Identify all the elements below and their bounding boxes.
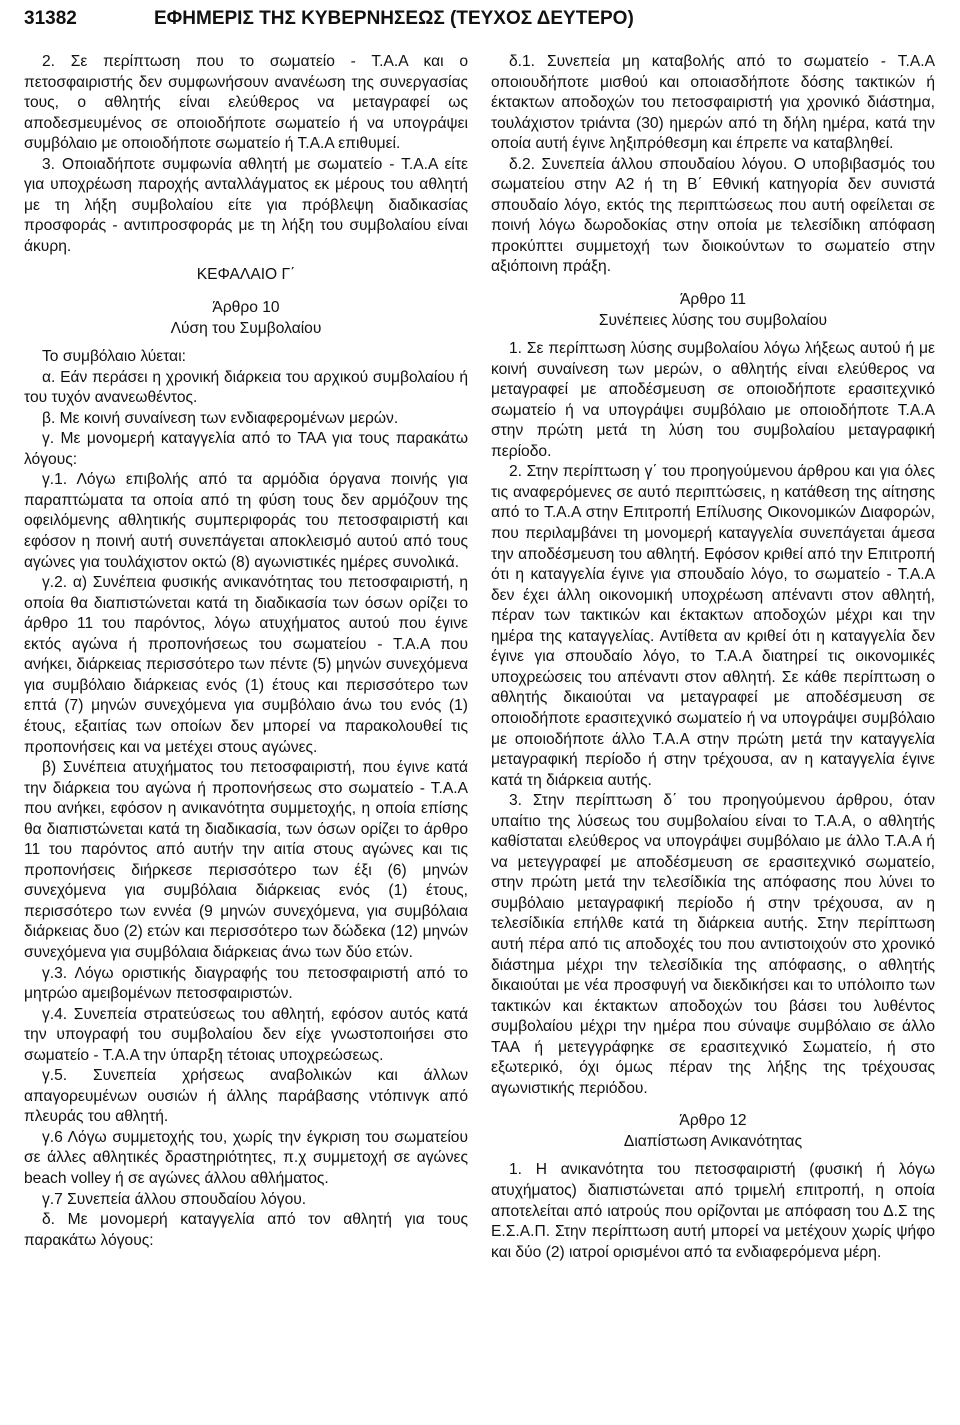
page-header: [24, 2, 944, 36]
article-title: Συνέπειες λύσης του συμβολαίου: [598, 311, 828, 329]
article-title: Διαπίστωση Ανικανότητας: [623, 1132, 803, 1150]
chapter-heading: ΚΕΦΑΛΑΙΟ Γ΄: [196, 266, 296, 284]
paragraph: 1. Η ανικανότητα του πετοσφαιριστή (φυσική ή λόγω ατυχήματος) διαπιστώνεται από τριμελή επιτροπή, η οποία αποτελείται από ιατρούς που ορίζονται με απόφαση του Δ.Σ της Ε.Σ.Α.Π. Στην περίπτωση αυτή μπορεί να μετέχουν χωρίς ψήφο και δύο (2) ιατροί ορισμένοι από τα ενδιαφερόμενα μέρη.: [491, 1161, 935, 1261]
paragraph: β) Συνέπεια ατυχήματος του πετοσφαιριστή, που έγινε κατά την διάρκεια του αγώνα ή προπονήσεως στο σωματείο - Τ.Α.Α που ανήκει, εφόσον η ανικανότητα συμμετοχής, η οποία επίσης θα διαπιστώνεται κατά τη διαδικασία, των όσων ορίζει το άρθρο 11 του παρόντος από αυτήν την αιτία στους αγώνες και τις προπονήσεις διήρκεσε περισσότερο των έξι (6) μηνών συνεχόμενα για συμβόλαια διάρκειας ενός (1) έτους, περισσότερο των εννέα (9 μηνών συνεχόμενα, για συμβόλαια διάρκειας δυο (2) ετών και περισσότερο των δώδεκα (12) μηνών συνεχόμενα για συμβόλαια διάρκειας άνω των δύο ετών.: [24, 759, 468, 961]
paragraph: γ.2. α) Συνέπεια φυσικής ανικανότητας του πετοσφαιριστή, η οποία θα διαπιστώνεται κατά τη διαδικασία των όσων ορίζει το άρθρο 11 του παρόντος, λόγω ατυχήματος αυτού που έγινε εκτός αγώνα ή προπονήσεως του σωματείου - Τ.Α.Α που ανήκει, διάρκειας περισσότερο των πέντε (5) μηνών συνεχόμενα για συμβόλαιο διάρκειας ενός (1) έτους και περισσότερο των επτά (7) μηνών συνεχόμενα για συμβόλαιο άνω του ενός (1) έτους, εξαιτίας των οποίων δεν μπορεί να παρακολουθεί τις προπονήσεις και να μετέχει στους αγώνες.: [24, 574, 468, 756]
paragraph: γ.6 Λόγω συμμετοχής του, χωρίς την έγκριση του σωματείου σε άλλες αθλητικές δραστηριότητες, π.χ συμμετοχή σε αγώνες beach volley ή σε αγώνες άλλου αθλήματος.: [24, 1128, 468, 1187]
paragraph: γ.5. Συνεπεία χρήσεως αναβολικών και άλλων απαγορευμένων ουσιών ή άλλης παράβασης ντόπινγκ από πλευράς του αθλητή.: [24, 1067, 468, 1126]
paragraph: 1. Σε περίπτωση λύσης συμβολαίου λόγω λήξεως αυτού ή με κοινή συναίνεση των μερών, ο αθλητής είναι ελεύθερος να μεταγραφεί με αποδέσμευση σε οποιοδήποτε ερασιτεχνικό σωματείο ή να υπογράψει συμβόλαιο με οποιοδήποτε Τ.Α.Α στην πρώτη μετά τη λύση του συμβολαίου μεταγραφική περίοδο.: [491, 340, 935, 460]
paragraph: Το συμβόλαιο λύεται:: [42, 348, 186, 366]
paragraph: γ. Με μονομερή καταγγελία από το ΤΑΑ για τους παρακάτω λόγους:: [24, 430, 468, 468]
gazette-title: ΕΦΗΜΕΡΙΣ ΤΗΣ ΚΥΒΕΡΝΗΣΕΩΣ (ΤΕΥΧΟΣ ΔΕΥΤΕΡΟ): [154, 8, 634, 29]
paragraph: γ.1. Λόγω επιβολής από τα αρμόδια όργανα ποινής για παραπτώματα τα οποία από τη φύση τους δεν αρμόζουν της οφειλόμενης αθλητικής συμπεριφοράς του πετοσφαιριστή και εφόσον η ποινή αυτή συνεπάγεται αποκλεισμό αυτού από τους αγώνες για τουλάχιστον οκτώ (8) αγωνιστικές ημέρες συνολικά.: [24, 471, 468, 571]
left-column: [24, 52, 468, 1251]
paragraph: β. Με κοινή συναίνεση των ενδιαφερομένων μερών.: [42, 409, 399, 427]
article-number: Άρθρο 10: [212, 299, 280, 317]
article-number: Άρθρο 11: [679, 291, 746, 309]
paragraph: δ.1. Συνεπεία μη καταβολής από το σωματείο - Τ.Α.Α οποιουδήποτε μισθού και οποιασδήποτε δόσης τακτικών ή έκτακτων αποδοχών του πετοσφαιριστή για χρονικό διάστημα, τουλάχιστον τριάντα (30) ημερών από τη δήλη ημέρα, κατά την οποία αυτή έγινε ληξιπρόθεσμη και έπρεπε να καταβληθεί.: [491, 53, 935, 153]
paragraph: 3. Στην περίπτωση δ΄ του προηγούμενου άρθρου, όταν υπαίτιο της λύσεως του συμβολαίου είναι το Τ.Α.Α, ο αθλητής καθίσταται ελεύθερος να υπογράψει συμβόλαιο με άλλο Τ.Α.Α ή να μετεγγραφεί με αποδέσμευση σε ερασιτεχνικό σωματείο, στην πρώτη μετά την τελεσίδικία της απόφασης που λύνει το συμβόλαιο μεταγραφική περίοδο ή στην τρέχουσα, αν η τελεσίδικία επήλθε κατά τη διάρκεια αυτής. Στην περίπτωση αυτή πέρα από τις αποδοχές του που αντιστοιχούν στο χρονικό διάστημα μέχρι την τελεσίδικία της απόφασης, ο αθλητής δικαιούται με νέα προσφυγή να διεκδικήσει και το υπόλοιπο των τακτικών και έκτακτων αποδοχών του βάσει του λυθέντος συμβολαίου μέχρι την ημέρα που σύναψε συμβόλαιο σε άλλο ΤΑΑ ή μετεγγράφηκε σε ερασιτεχνικό Σωματείο, ή στο εξωτερικό, όχι όμως πέραν της λήξης της τρέχουσας αγωνιστικής περιόδου.: [491, 792, 935, 1097]
paragraph: γ.4. Συνεπεία στρατεύσεως του αθλητή, εφόσον αυτός κατά την υπογραφή του συμβολαίου δεν είχε γνωστοποιήσει στο σωματείο - Τ.Α.Α την ύπαρξη τέτοιας υποχρεώσεως.: [24, 1005, 468, 1064]
paragraph: δ. Με μονομερή καταγγελία από τον αθλητή για τους παρακάτω λόγους:: [24, 1211, 468, 1249]
article-title: Λύση του Συμβολαίου: [170, 319, 322, 337]
paragraph: γ.3. Λόγω οριστικής διαγραφής του πετοσφαιριστή από το μητρώο αμειβομένων πετοσφαιριστών.: [24, 964, 468, 1003]
page-number: 31382: [24, 8, 77, 29]
right-column: [491, 52, 935, 1263]
paragraph: 2. Στην περίπτωση γ΄ του προηγούμενου άρθρου και για όλες τις αναφερόμενες σε αυτό περιπτώσεις, η κατάθεση της αίτησης από το Τ.Α.Α στην Επιτροπή Επίλυσης Οικονομικών Διαφορών, που περιλαμβάνει τη μονομερή καταγγελία συνεπάγεται άμεσα την αποδέσμευση του αθλητή. Εφόσον κριθεί από την Επιτροπή ότι η καταγγελία έγινε για σπουδαίο λόγο, το σωματείο - Τ.Α.Α δεν έχει άλλη οικονομική υποχρέωση απέναντι στον αθλητή, πέραν των τακτικών και έκτακτων αποδοχών μέχρι και την ημέρα της καταγγελίας. Αντίθετα αν κριθεί ότι η καταγγελία δεν έγινε για σπουδαίο λόγο, το Τ.Α.Α διατηρεί τις οικονομικές υποχρεώσεις του απέναντι στον αθλητή. Σε κάθε περίπτωση ο αθλητής δικαιούται να μεταγραφεί με αποδέσμευση σε οποιοδήποτε ερασιτεχνικό σωματείο ή να υπογράψει συμβόλαιο με οποιοδήποτε άλλο Τ.Α.Α στην πρώτη μετά την καταγγελία μεταγραφική περίοδο ή στην τρέχουσα, αν η καταγγελία έγινε κατά τη διάρκεια αυτής.: [491, 463, 935, 789]
article-number: Άρθρο 12: [679, 1112, 747, 1130]
paragraph: α. Εάν περάσει η χρονική διάρκεια του αρχικού συμβολαίου ή του τυχόν ανανεωθέντος.: [24, 368, 468, 407]
paragraph: 2. Σε περίπτωση που το σωματείο - Τ.Α.Α και ο πετοσφαιριστής δεν συμφωνήσουν ανανέωση της συνεργασίας τους, ο αθλητής είναι ελεύθερος να μεταγραφεί ως αποδεσμευμένος σε οποιοδήποτε σωματείο ή να υπογράψει συμβόλαιο με οποιοδήποτε σωματείο ή Τ.Α.Α επιθυμεί.: [24, 53, 468, 153]
paragraph: 3. Οποιαδήποτε συμφωνία αθλητή με σωματείο - Τ.Α.Α είτε για υποχρέωση παροχής ανταλλάγματος εκ μέρους του αθλητή με τη λήξη συμβολαίου είτε για πρόβλεψη διαδικασίας προσφοράς - αντιπροσφοράς με τη λήξη του συμβολαίου είναι άκυρη.: [24, 155, 468, 255]
paragraph: δ.2. Συνεπεία άλλου σπουδαίου λόγου. Ο υποβιβασμός του σωματείου στην Α2 ή τη Β΄ Εθνική κατηγορία δεν συνιστά σπουδαίο λόγο, εκτός της περιπτώσεως που αυτή οφείλεται σε ποινή λόγω δωροδοκίας στην οποία με τελεσίδικη απόφαση προκύπτει συμμετοχή των διοικούντων το σωματείο στην αξιόποινη πράξη.: [491, 155, 935, 276]
paragraph: γ.7 Συνεπεία άλλου σπουδαίου λόγου.: [42, 1190, 307, 1208]
